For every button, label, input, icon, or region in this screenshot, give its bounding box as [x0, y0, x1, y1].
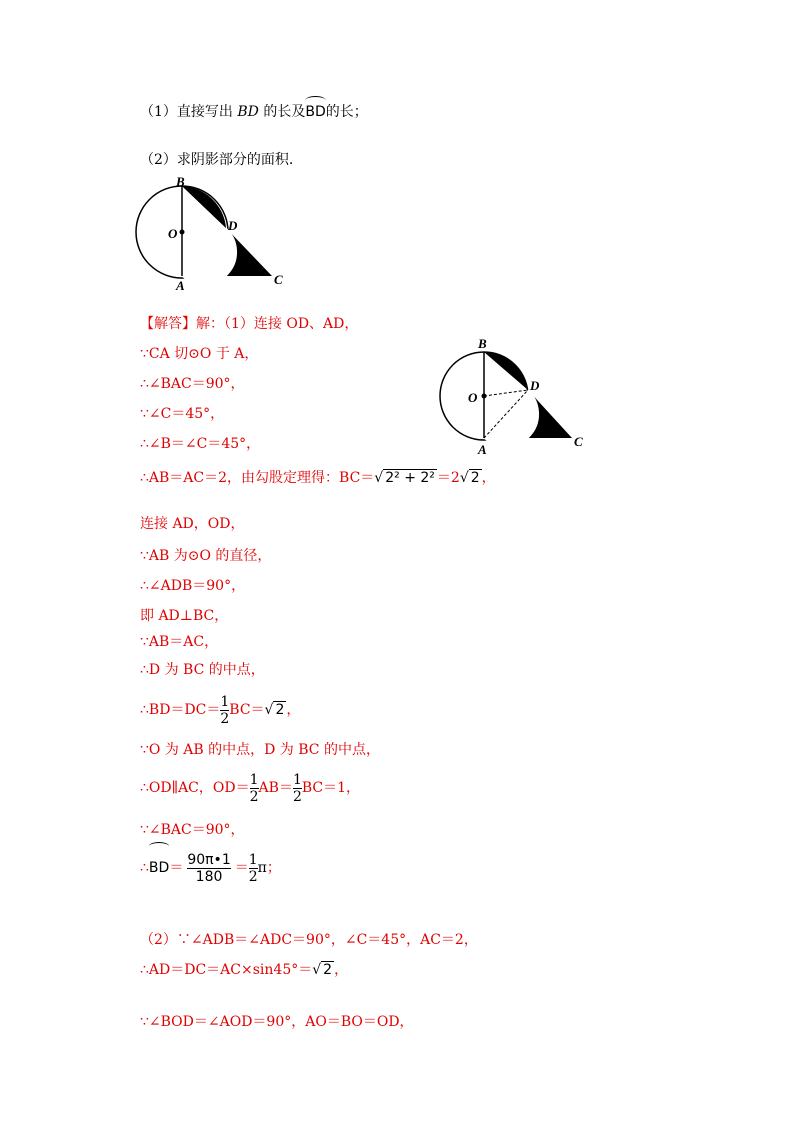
part-2-line-1: （2）∵∠ADB＝∠ADC＝90°，∠C＝45°，AC＝2，	[140, 932, 478, 948]
geometry-figure-2	[430, 336, 590, 456]
step-6: 连接 AD，OD，	[140, 516, 245, 532]
step-16-text-a: ∴	[140, 860, 149, 876]
step-1: ∵CA 切⊙O 于 A，	[140, 346, 259, 362]
step-8: ∴∠ADB＝90°，	[140, 578, 246, 594]
frac-den: 2	[249, 788, 259, 805]
q1-arc-bd: BD	[305, 104, 326, 120]
segment-od	[484, 390, 528, 396]
part-2-line-2-text: ∴AD＝DC＝AC×sin45°＝	[140, 962, 313, 978]
q2-text: 求阴影部分的面积.	[176, 152, 294, 168]
frac-num: 1	[248, 851, 258, 868]
fraction-half-1	[220, 695, 229, 726]
step-5-text-c: ，	[481, 470, 496, 486]
frac-num: 1	[220, 693, 230, 710]
step-16-text-c: ＝	[234, 860, 249, 876]
label-b: B	[176, 174, 185, 189]
sqrt-two-b: √ 2	[264, 702, 285, 718]
sqrt-two-c: √ 2	[312, 962, 333, 978]
step-13: ∵O 为 AB 的中点，D 为 BC 的中点，	[140, 742, 380, 758]
sqrt-expression: √ 2² + 2²	[374, 470, 435, 486]
answer-heading	[140, 314, 358, 334]
step-15: ∵∠BAC＝90°，	[140, 822, 245, 838]
q1-text-d: 的长；	[325, 104, 368, 120]
step-14-text-b: AB＝	[258, 780, 293, 796]
step-16-text-e: ；	[266, 860, 281, 876]
question-1	[140, 102, 368, 122]
sqrt-two-a: √ 2	[459, 470, 480, 486]
step-14-text-a: ∴OD∥AC，OD＝	[140, 780, 250, 796]
white-curve	[182, 228, 237, 285]
part-2-line-2	[140, 960, 348, 980]
shaded-upper-2	[484, 352, 528, 390]
step-12-text-b: BC＝	[229, 702, 265, 718]
label-c: C	[274, 272, 283, 287]
q1-text-bd: BD	[237, 104, 259, 120]
step-16	[140, 848, 281, 888]
fraction-half-2	[250, 773, 259, 804]
q1-text-c: 的长及	[258, 104, 306, 120]
frac-den: 2	[220, 710, 230, 727]
sqrt-radicand-3: 2	[275, 702, 285, 718]
step-5-text-a: ∴AB＝AC＝2，由勾股定理得：BC＝	[140, 470, 375, 486]
answer-tag: 【解答】	[140, 316, 196, 332]
frac-num: 1	[249, 771, 259, 788]
fraction-arc-length	[183, 853, 234, 884]
sqrt-radicand-1: 2² + 2²	[385, 470, 435, 486]
answer-intro: 解：（1）连接 OD、AD，	[196, 316, 359, 332]
fraction-half-4	[249, 853, 258, 884]
label-o-2: O	[468, 390, 478, 405]
center-dot	[180, 230, 185, 235]
white-curve-2	[484, 390, 539, 447]
step-12-text-a: ∴BD＝DC＝	[140, 702, 221, 718]
step-2: ∴∠BAC＝90°，	[140, 376, 245, 392]
label-d: D	[228, 218, 238, 233]
center-dot-2	[482, 394, 487, 399]
step-9: 即 AD⊥BC，	[140, 608, 229, 624]
frac-den: 2	[292, 788, 302, 805]
step-12	[140, 692, 300, 728]
label-a: A	[176, 278, 185, 292]
step-5	[140, 468, 496, 488]
step-14	[140, 770, 360, 806]
step-5-text-b: ＝2	[436, 470, 460, 486]
step-11: ∴D 为 BC 的中点，	[140, 662, 265, 678]
label-c-2: C	[574, 434, 583, 449]
label-d-2: D	[530, 378, 540, 393]
part-2-line-3: ∵∠BOD＝∠AOD＝90°，AO＝BO＝OD，	[140, 1014, 414, 1030]
label-o: O	[168, 226, 178, 241]
q2-number: （2）	[140, 152, 177, 168]
step-7: ∵AB 为⊙O 的直径，	[140, 548, 272, 564]
frac-num: 90π•1	[187, 851, 231, 868]
frac-den: 2	[248, 868, 258, 885]
sqrt-radicand-4: 2	[323, 962, 333, 978]
step-3: ∵∠C＝45°，	[140, 406, 225, 422]
step-4: ∴∠B＝∠C＝45°，	[140, 436, 261, 452]
pi-symbol: π	[257, 860, 267, 876]
step-16-text-b: ＝	[169, 860, 184, 876]
arc-bd: BD	[149, 848, 169, 888]
step-14-text-c: BC＝1，	[301, 780, 361, 796]
step-12-text-c: ，	[286, 702, 301, 718]
frac-num: 1	[292, 771, 302, 788]
geometry-figure-1	[130, 172, 290, 292]
step-10: ∵AB＝AC，	[140, 634, 219, 650]
frac-den: 180	[195, 868, 223, 885]
label-a-2: A	[478, 442, 487, 456]
q1-text-a: 直接写出	[176, 104, 238, 120]
question-2	[140, 150, 293, 170]
q1-number: （1）	[140, 104, 177, 120]
sqrt-radicand-2: 2	[470, 470, 480, 486]
part-2-line-2-end: ，	[334, 962, 349, 978]
fraction-half-3	[293, 773, 302, 804]
label-b-2: B	[478, 336, 487, 351]
